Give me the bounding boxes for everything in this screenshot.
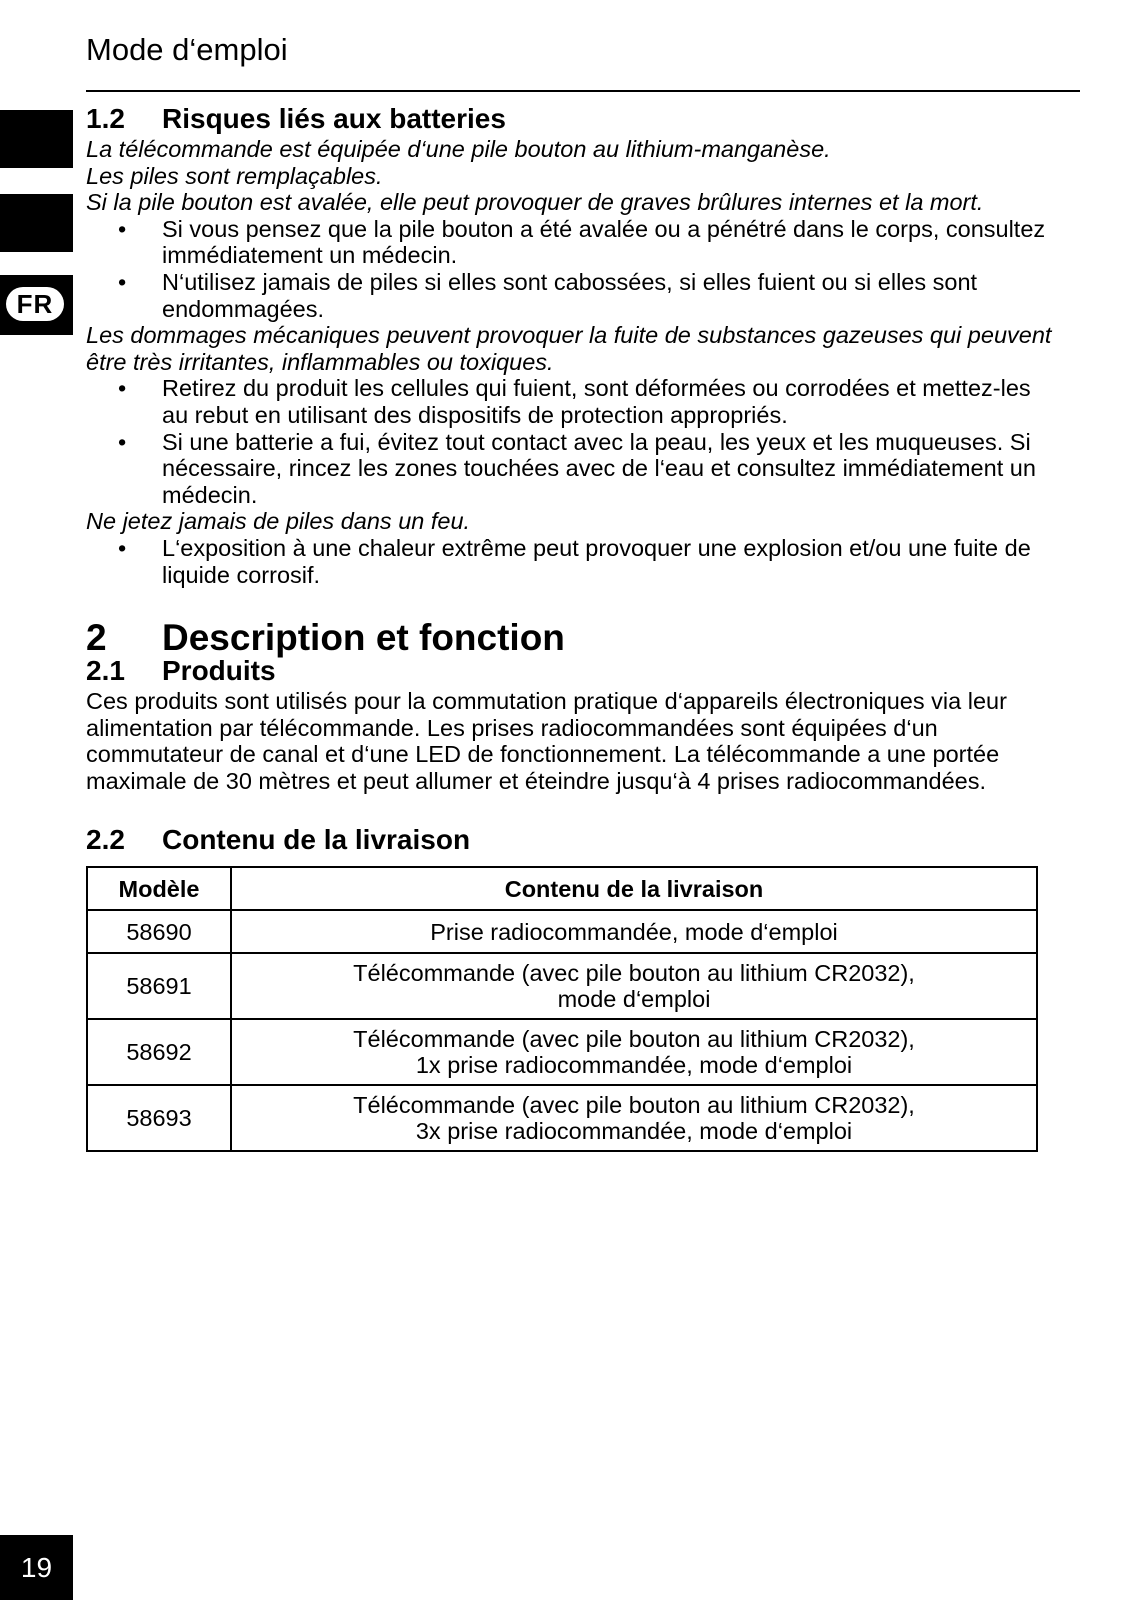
bullet-item <box>86 429 1054 509</box>
contents-line: Télécommande (avec pile bouton au lithium CR2032), <box>353 959 915 986</box>
bullet-text: Retirez du produit les cellules qui fuient, sont déformées ou corrodées et mettez-les au rebut en utilisant des dispositifs de protection appropriés. <box>162 375 1031 428</box>
page-number: 19 <box>0 1535 73 1600</box>
bullet-list <box>86 216 1054 322</box>
table-header-row <box>87 867 1037 910</box>
section-contenu-livraison <box>86 823 1054 1152</box>
contents-line: Télécommande (avec pile bouton au lithium CR2032), <box>353 1091 915 1118</box>
column-header-contents: Contenu de la livraison <box>231 867 1037 910</box>
bullet-icon: • <box>118 428 127 455</box>
page-header-title: Mode d‘emploi <box>86 32 288 67</box>
section-title: Risques liés aux batteries <box>162 103 506 134</box>
bullet-icon: • <box>118 375 127 402</box>
contents-cell <box>231 953 1037 1019</box>
table-row <box>87 953 1037 1019</box>
warning-text: Ne jetez jamais de piles dans un feu. <box>86 508 471 535</box>
contents-line: Télécommande (avec pile bouton au lithium CR2032), <box>353 1025 915 1052</box>
bullet-item <box>86 535 1054 588</box>
model-cell: 58693 <box>87 1085 231 1151</box>
contents-cell <box>231 1019 1037 1085</box>
column-header-model: Modèle <box>87 867 231 910</box>
warning-text: Les piles sont remplaçables. <box>86 162 383 189</box>
table-row <box>87 910 1037 953</box>
side-tab-marker <box>0 110 73 168</box>
language-badge: FR <box>6 287 64 321</box>
bullet-icon: • <box>118 534 127 561</box>
contents-line: mode d‘emploi <box>557 986 711 1013</box>
bullet-item <box>86 269 1054 322</box>
paragraph: Ces produits sont utilisés pour la commutation pratique d‘appareils électroniques via leur alimentation par télécommande. Les prises radiocommandées sont équipées d‘un commutateur de canal et d‘une LED de fonctionnement. La télécommande a une portée maximale de 30 mètres et peut allumer et éteindre jusqu‘à 4 prises radiocommandées. <box>86 688 1007 794</box>
bullet-list <box>86 535 1054 588</box>
contents-cell <box>231 1085 1037 1151</box>
warning-text: Les dommages mécaniques peuvent provoquer la fuite de substances gazeuses qui peuvent être très irritantes, inflammables ou toxiques. <box>86 322 1052 375</box>
section-number: 2.1 <box>86 655 125 687</box>
bullet-text: Si une batterie a fui, évitez tout contact avec la peau, les yeux et les muqueuses. Si nécessaire, rincez les zones touchées avec de l‘eau et consultez immédiatement un médecin. <box>162 428 1036 508</box>
contents-line: Prise radiocommandée, mode d‘emploi <box>430 918 838 945</box>
warning-text: Si la pile bouton est avalée, elle peut provoquer de graves brûlures internes et la mort. <box>86 189 984 216</box>
language-tab <box>0 275 73 335</box>
bullet-item <box>86 216 1054 269</box>
contents-cell <box>231 910 1037 953</box>
chapter-title: Description et fonction <box>162 617 565 659</box>
delivery-table <box>86 866 1038 1152</box>
side-tab-marker <box>0 194 73 252</box>
bullet-text: Si vous pensez que la pile bouton a été avalée ou a pénétré dans le corps, consultez immédiatement un médecin. <box>162 215 1046 269</box>
section-title: Contenu de la livraison <box>162 824 471 856</box>
section-risques-batteries <box>86 102 1054 588</box>
section-heading <box>86 823 1054 857</box>
section-number: 2.2 <box>86 824 125 856</box>
contents-line: 3x prise radiocommandée, mode d‘emploi <box>415 1118 853 1145</box>
header-divider <box>86 90 1080 92</box>
section-description-fonction <box>86 616 1054 794</box>
bullet-icon: • <box>118 215 127 242</box>
contents-line: 1x prise radiocommandée, mode d‘emploi <box>415 1052 853 1079</box>
bullet-list <box>86 375 1054 508</box>
section-number: 1.2 <box>86 103 125 134</box>
bullet-text: L‘exposition à une chaleur extrême peut provoquer une explosion et/ou une fuite de liquide corrosif. <box>162 534 1031 588</box>
model-cell: 58692 <box>87 1019 231 1085</box>
bullet-text: N‘utilisez jamais de piles si elles sont cabossées, si elles fuient ou si elles sont endommagées. <box>162 268 978 322</box>
document-body <box>86 102 1054 1152</box>
model-cell: 58690 <box>87 910 231 953</box>
table-row <box>87 1085 1037 1151</box>
chapter-number: 2 <box>86 617 107 659</box>
model-cell: 58691 <box>87 953 231 1019</box>
section-heading <box>86 654 1054 688</box>
warning-text: La télécommande est équipée d‘une pile bouton au lithium-manganèse. <box>86 136 831 162</box>
section-title: Produits <box>162 655 276 687</box>
section-heading <box>86 102 1054 136</box>
bullet-icon: • <box>118 268 127 295</box>
table-row <box>87 1019 1037 1085</box>
bullet-item <box>86 375 1054 428</box>
